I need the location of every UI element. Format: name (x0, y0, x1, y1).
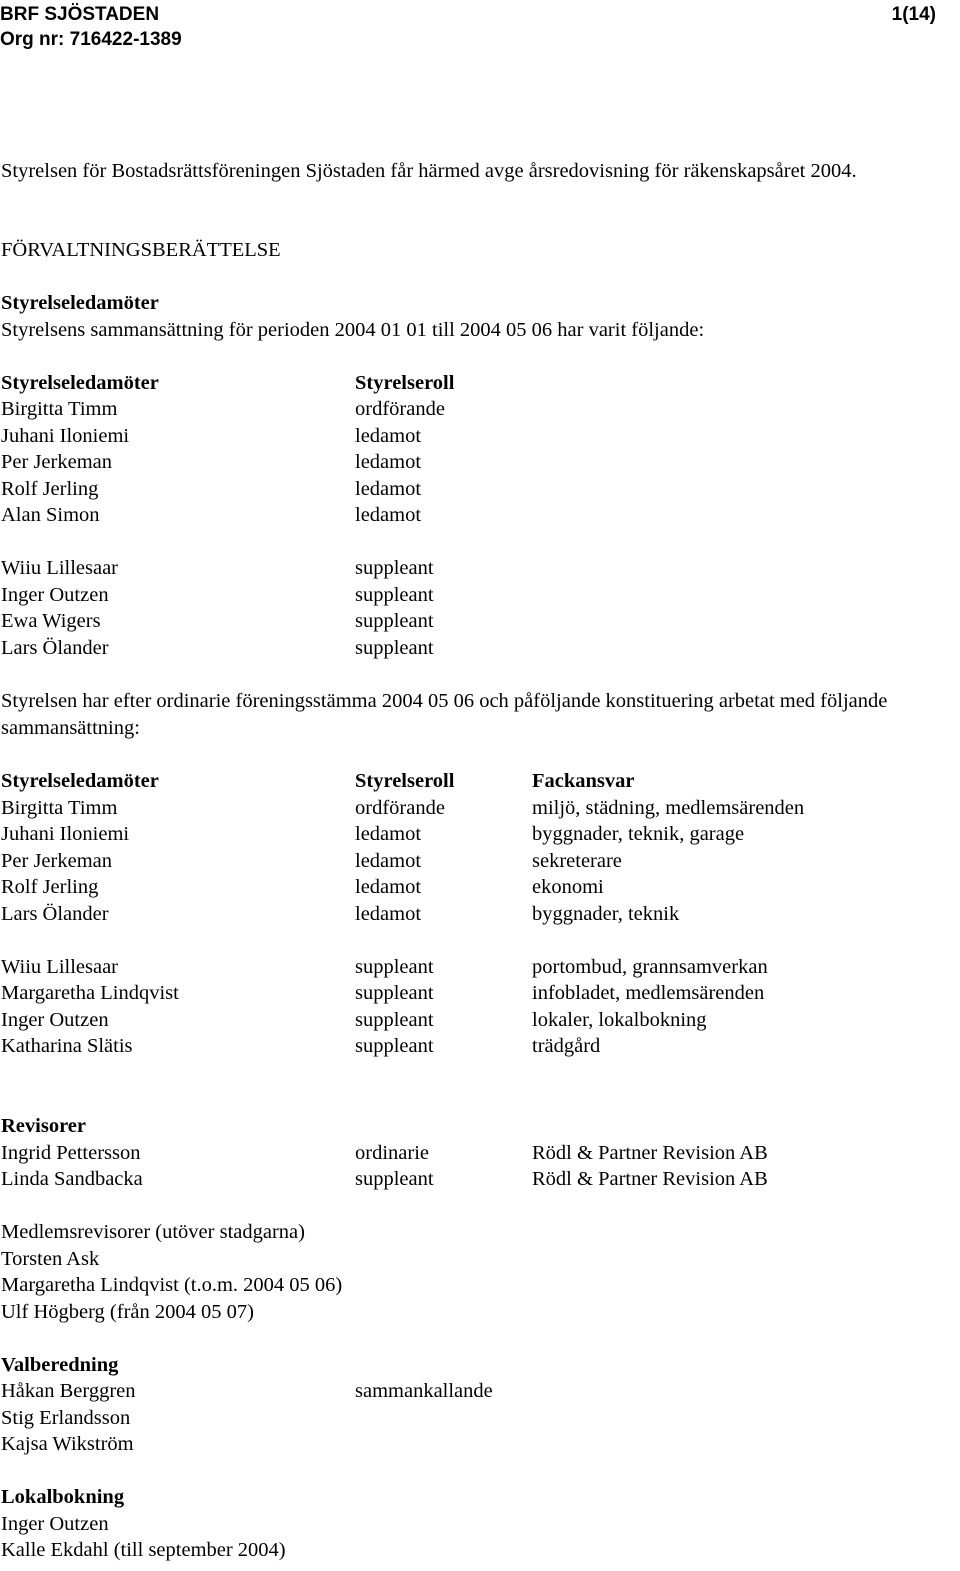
member-role: ledamot (355, 504, 422, 526)
list-item: Torsten Ask (1, 1247, 100, 1270)
nomination-name: Håkan Berggren (1, 1380, 136, 1402)
col-area-header: Fackansvar (532, 770, 635, 792)
section-title: FÖRVALTNINGSBERÄTTELSE (1, 239, 281, 261)
deputy-role: suppleant (355, 610, 434, 632)
board-section (1, 290, 960, 661)
new-board-text: Styrelsen har efter ordinarie föreningsstämma 2004 05 06 och påföljande konstituering arbetat med följande sammansättning: (1, 690, 888, 739)
member-role: ordförande (355, 398, 445, 420)
table-row (1, 635, 960, 662)
header-line-2 (0, 29, 936, 51)
table-row (1, 476, 960, 503)
member-auditors-heading: Medlemsrevisorer (utöver stadgarna) (1, 1221, 305, 1243)
nomination-name: Stig Erlandsson (1, 1406, 131, 1429)
list-item: Ulf Högberg (från 2004 05 07) (1, 1300, 254, 1323)
nomination-name: Kajsa Wikström (1, 1433, 134, 1455)
deputy-name: Wiiu Lillesaar (1, 955, 119, 978)
header-line-1 (0, 4, 936, 26)
member-role: ledamot (355, 823, 422, 845)
auditor-firm: Rödl & Partner Revision AB (532, 1141, 768, 1164)
member-role: ledamot (355, 849, 422, 872)
deputy-area: trädgård (532, 1035, 601, 1057)
table-row (1, 396, 960, 423)
new-board-table-header (1, 768, 960, 795)
deputy-role: suppleant (355, 1035, 434, 1057)
table-row (1, 1033, 960, 1060)
table-row (1, 1007, 960, 1034)
deputy-name: Margaretha Lindqvist (1, 982, 179, 1004)
deputy-name: Ewa Wigers (1, 610, 101, 632)
auditors-section (1, 1113, 960, 1564)
board-table-header (1, 370, 960, 397)
deputy-name: Katharina Slätis (1, 1035, 133, 1057)
new-board-section (1, 688, 960, 741)
deputy-name: Inger Outzen (1, 583, 109, 606)
table-row (1, 1166, 960, 1193)
table-row (1, 582, 960, 609)
deputy-area: portombud, grannsamverkan (532, 955, 768, 978)
deputy-role: suppleant (355, 583, 434, 606)
deputy-name: Lars Ölander (1, 636, 109, 659)
table-row (1, 980, 960, 1007)
auditor-name: Linda Sandbacka (1, 1168, 143, 1190)
board-heading: Styrelseledamöter (1, 292, 159, 314)
table-row (1, 449, 960, 476)
member-area: miljö, städning, medlemsärenden (532, 796, 805, 819)
deputy-role: suppleant (355, 1008, 434, 1031)
deputy-area: infobladet, medlemsärenden (532, 982, 765, 1004)
deputy-name: Wiiu Lillesaar (1, 557, 119, 579)
member-name: Per Jerkeman (1, 451, 112, 473)
col-role-header: Styrelseroll (355, 371, 455, 394)
member-name: Birgitta Timm (1, 796, 118, 819)
nomination-role: sammankallande (355, 1380, 493, 1402)
member-name: Alan Simon (1, 504, 100, 526)
member-name: Per Jerkeman (1, 849, 112, 872)
org-name: BRF SJÖSTADEN (0, 4, 160, 25)
intro-text: Styrelsen för Bostadsrättsföreningen Sjöstaden får härmed avge årsredovisning för räkenskapsåret 2004. (1, 160, 857, 182)
auditor-role: ordinarie (355, 1141, 429, 1164)
member-area: byggnader, teknik, garage (532, 823, 745, 845)
col-role-header: Styrelseroll (355, 770, 455, 792)
auditor-role: suppleant (355, 1168, 434, 1190)
deputy-role: suppleant (355, 557, 434, 579)
deputy-role: suppleant (355, 636, 434, 659)
member-role: ledamot (355, 451, 422, 473)
col-member-header: Styrelseledamöter (1, 371, 159, 394)
table-row (1, 901, 960, 928)
table-row (1, 795, 960, 822)
table-row (1, 874, 960, 901)
org-number: Org nr: 716422-1389 (0, 29, 182, 50)
intro-paragraph (1, 158, 960, 185)
board-period-text: Styrelsens sammansättning för perioden 2004 01 01 till 2004 05 06 har varit följande: (1, 318, 705, 341)
table-row (1, 1405, 960, 1432)
deputy-name: Inger Outzen (1, 1008, 109, 1031)
table-row (1, 423, 960, 450)
auditors-heading: Revisorer (1, 1115, 87, 1137)
page-number: 1(14) (891, 4, 936, 25)
auditor-name: Ingrid Pettersson (1, 1141, 141, 1164)
member-name: Lars Ölander (1, 902, 109, 925)
table-row (1, 1140, 960, 1167)
col-member-header: Styrelseledamöter (1, 770, 159, 792)
member-area: sekreterare (532, 849, 622, 872)
member-role: ledamot (355, 902, 422, 925)
list-item: Inger Outzen (1, 1512, 109, 1535)
member-name: Juhani Iloniemi (1, 424, 130, 447)
section-title-block (1, 237, 960, 264)
member-name: Rolf Jerling (1, 876, 99, 898)
table-row (1, 608, 960, 635)
member-role: ledamot (355, 477, 422, 500)
auditor-firm: Rödl & Partner Revision AB (532, 1168, 768, 1190)
booking-heading: Lokalbokning (1, 1486, 125, 1508)
member-role: ordförande (355, 796, 445, 819)
member-name: Juhani Iloniemi (1, 823, 130, 845)
deputy-area: lokaler, lokalbokning (532, 1008, 707, 1031)
table-row (1, 502, 960, 529)
nomination-heading: Valberedning (1, 1353, 119, 1376)
table-row (1, 848, 960, 875)
deputy-role: suppleant (355, 955, 434, 978)
table-row (1, 555, 960, 582)
list-item: Kalle Ekdahl (till september 2004) (1, 1539, 286, 1561)
member-role: ledamot (355, 876, 422, 898)
member-role: ledamot (355, 424, 422, 447)
member-area: byggnader, teknik (532, 902, 680, 925)
list-item: Margaretha Lindqvist (t.o.m. 2004 05 06) (1, 1274, 343, 1296)
table-row (1, 954, 960, 981)
member-area: ekonomi (532, 876, 604, 898)
table-row (1, 1431, 960, 1458)
member-name: Rolf Jerling (1, 477, 99, 500)
deputy-role: suppleant (355, 982, 434, 1004)
table-row (1, 821, 960, 848)
table-row (1, 1378, 960, 1405)
member-name: Birgitta Timm (1, 398, 118, 420)
new-board-table (1, 768, 960, 1060)
